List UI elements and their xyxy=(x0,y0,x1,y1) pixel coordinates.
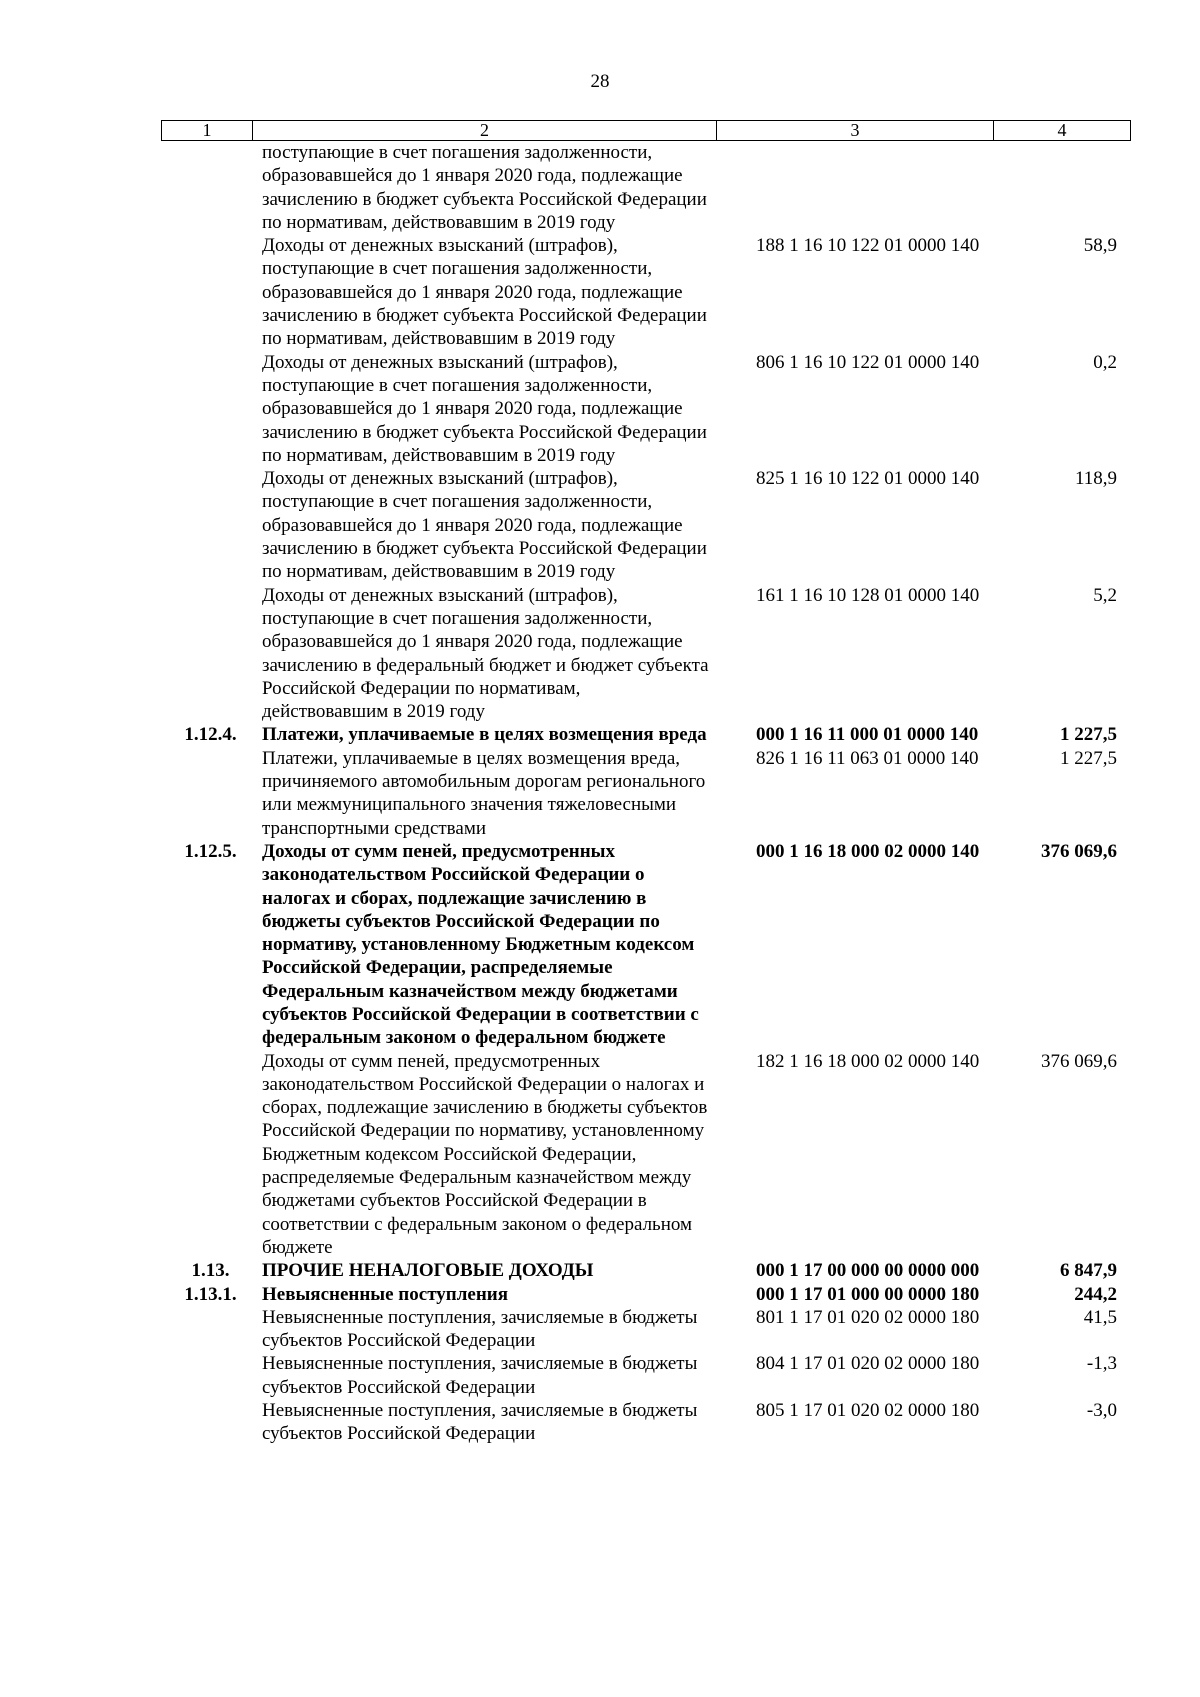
row-description: Невыясненные поступления, зачисляемые в бюджеты субъектов Российской Федерации xyxy=(262,1353,698,1398)
amount-value: 41,5 xyxy=(1083,1306,1117,1328)
table-row xyxy=(161,840,1131,1050)
budget-classification-code: 000 1 17 01 000 00 0000 180 xyxy=(756,1283,980,1305)
table-row xyxy=(161,723,1131,746)
row-description: поступающие в счет погашения задолженности, образовавшейся до 1 января 2020 года, подлежащие зачислению в бюджет субъекта Российской Федерации по нормативам, действовавшим в 2019 году xyxy=(262,142,707,233)
row-description: Доходы от денежных взысканий (штрафов), поступающие в счет погашения задолженности, образовавшейся до 1 января 2020 года, подлежащие зачислению в бюджет субъекта Российской Федерации по нормативам, действовавшим в 2019 году xyxy=(262,468,707,583)
table-row xyxy=(161,1259,1131,1282)
budget-classification-code: 182 1 16 18 000 02 0000 140 xyxy=(756,1050,980,1072)
amount-value: -3,0 xyxy=(1086,1400,1117,1422)
row-description: Доходы от денежных взысканий (штрафов), поступающие в счет погашения задолженности, образовавшейся до 1 января 2020 года, подлежащие зачислению в бюджет субъекта Российской Федерации по нормативам, действовавшим в 2019 году xyxy=(262,235,707,350)
budget-classification-code: 000 1 16 11 000 01 0000 140 xyxy=(756,724,979,746)
header-col-2: 2 xyxy=(253,121,717,140)
table-row xyxy=(161,467,1131,583)
table-row xyxy=(161,1050,1131,1260)
row-description: Доходы от сумм пеней, предусмотренных законодательством Российской Федерации о налогах и сборах, подлежащие зачислению в бюджеты субъектов Российской Федерации по нормативу, установленному Бюджетным кодексом Российской Федерации, распределяемые Федеральным казначейством между бюджетами субъектов Российской Федерации в соответствии с федеральным законом о федеральном бюджете xyxy=(262,840,699,1049)
amount-value: 244,2 xyxy=(1074,1283,1117,1305)
amount-value: 58,9 xyxy=(1083,235,1117,257)
budget-classification-code: 000 1 17 00 000 00 0000 000 xyxy=(756,1260,980,1282)
budget-classification-code: 000 1 16 18 000 02 0000 140 xyxy=(756,840,980,862)
table-row xyxy=(161,141,1131,234)
row-number: 1.13.1. xyxy=(184,1283,237,1305)
budget-classification-code: 806 1 16 10 122 01 0000 140 xyxy=(756,351,980,373)
amount-value: 376 069,6 xyxy=(1041,1050,1117,1072)
amount-value: 1 227,5 xyxy=(1060,724,1117,746)
table-row xyxy=(161,584,1131,724)
header-col-3: 3 xyxy=(717,121,994,140)
header-col-4: 4 xyxy=(1057,120,1067,140)
amount-value: 1 227,5 xyxy=(1060,747,1117,769)
amount-value: 118,9 xyxy=(1074,468,1117,490)
row-description: Доходы от денежных взысканий (штрафов), поступающие в счет погашения задолженности, образовавшейся до 1 января 2020 года, подлежащие зачислению в бюджет субъекта Российской Федерации по нормативам, действовавшим в 2019 году xyxy=(262,351,707,466)
row-number: 1.12.4. xyxy=(184,724,237,746)
amount-value: 6 847,9 xyxy=(1060,1260,1117,1282)
budget-classification-code: 826 1 16 11 063 01 0000 140 xyxy=(756,747,979,769)
row-number: 1.13. xyxy=(191,1260,230,1282)
table-row xyxy=(161,1352,1131,1399)
row-description: Платежи, уплачиваемые в целях возмещения вреда xyxy=(262,724,707,746)
table-row xyxy=(161,747,1131,840)
row-description: ПРОЧИЕ НЕНАЛОГОВЫЕ ДОХОДЫ xyxy=(262,1260,594,1282)
table-row xyxy=(161,1399,1131,1446)
amount-value: 376 069,6 xyxy=(1041,840,1117,862)
row-description: Доходы от денежных взысканий (штрафов), поступающие в счет погашения задолженности, образовавшейся до 1 января 2020 года, подлежащие зачислению в федеральный бюджет и бюджет субъекта Российской Федерации по нормативам, действовавшим в 2019 году xyxy=(262,584,709,723)
page-number: 28 xyxy=(590,71,610,92)
row-number: 1.12.5. xyxy=(184,840,237,862)
table-header-row xyxy=(161,120,1131,141)
row-description: Невыясненные поступления, зачисляемые в бюджеты субъектов Российской Федерации xyxy=(262,1400,698,1445)
row-description: Доходы от сумм пеней, предусмотренных законодательством Российской Федерации о налогах и сборах, подлежащие зачислению в бюджеты субъектов Российской Федерации по нормативу, установленному Бюджетным кодексом Российской Федерации, распределяемые Федеральным казначейством между бюджетами субъектов Российской Федерации в соответствии с федеральным законом о федеральном бюджете xyxy=(262,1050,708,1258)
table-row xyxy=(161,351,1131,467)
budget-classification-code: 801 1 17 01 020 02 0000 180 xyxy=(756,1306,980,1328)
table-row xyxy=(161,1283,1131,1306)
budget-classification-code: 825 1 16 10 122 01 0000 140 xyxy=(756,468,980,490)
table-row xyxy=(161,234,1131,350)
amount-value: -1,3 xyxy=(1086,1353,1117,1375)
row-description: Платежи, уплачиваемые в целях возмещения вреда, причиняемого автомобильным дорогам регионального или межмуниципального значения тяжеловесными транспортными средствами xyxy=(262,747,706,839)
amount-value: 0,2 xyxy=(1093,351,1117,373)
budget-classification-code: 161 1 16 10 128 01 0000 140 xyxy=(756,584,980,606)
row-description: Невыясненные поступления xyxy=(262,1283,508,1305)
budget-classification-code: 805 1 17 01 020 02 0000 180 xyxy=(756,1400,980,1422)
budget-classification-code: 188 1 16 10 122 01 0000 140 xyxy=(756,235,980,257)
row-description: Невыясненные поступления, зачисляемые в бюджеты субъектов Российской Федерации xyxy=(262,1306,698,1352)
budget-classification-code: 804 1 17 01 020 02 0000 180 xyxy=(756,1353,980,1375)
amount-value: 5,2 xyxy=(1093,584,1117,606)
budget-table xyxy=(161,141,1131,1446)
header-col-1: 1 xyxy=(162,121,253,140)
table-row xyxy=(161,1306,1131,1353)
